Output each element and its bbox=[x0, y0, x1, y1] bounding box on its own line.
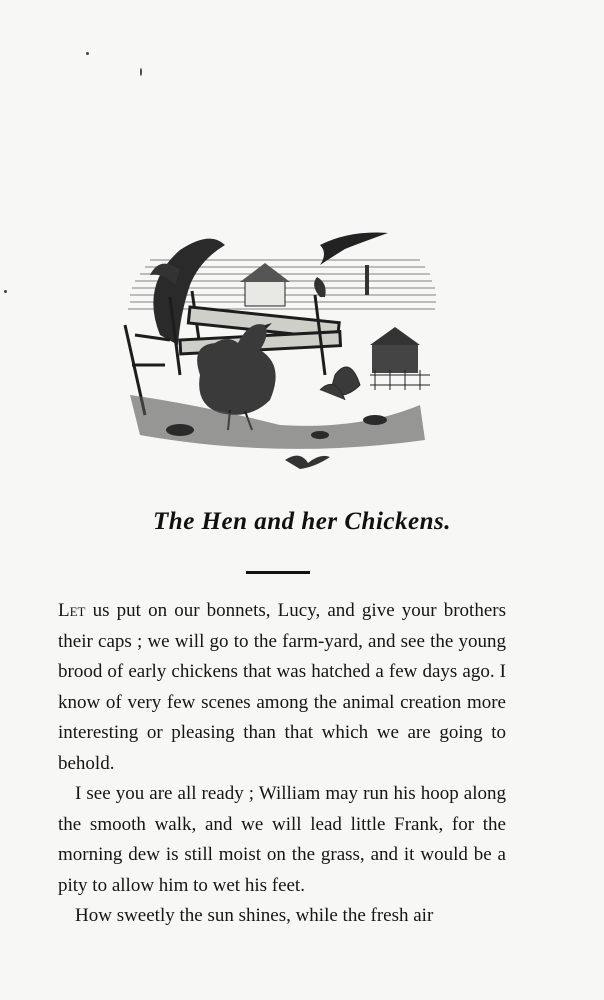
paragraph bbox=[58, 596, 506, 779]
body-text bbox=[58, 596, 506, 932]
title-rule bbox=[246, 571, 310, 574]
paper-speck bbox=[4, 290, 7, 293]
hen-woodcut-illustration bbox=[120, 225, 440, 475]
paragraph-lead-word: Let bbox=[58, 600, 86, 621]
paragraph bbox=[58, 779, 506, 901]
paragraph-text: How sweetly the sun shines, while the fresh air bbox=[75, 905, 434, 926]
paper-speck bbox=[140, 68, 142, 76]
chapter-title: The Hen and her Chickens. bbox=[153, 508, 451, 535]
paper-speck bbox=[86, 52, 89, 55]
paragraph bbox=[58, 901, 506, 932]
paragraph-text: us put on our bonnets, Lucy, and give your brothers their caps ; we will go to the farm-yard, and see the young brood of early chickens that was hatched a few days ago. I know of very few scenes among the animal creation more interesting or pleasing than that which we are going to behold. bbox=[58, 600, 506, 774]
paragraph-text: I see you are all ready ; William may run his hoop along the smooth walk, and we will lead little Frank, for the morning dew is still moist on the grass, and it would be a pity to allow him to wet his feet. bbox=[58, 783, 506, 896]
